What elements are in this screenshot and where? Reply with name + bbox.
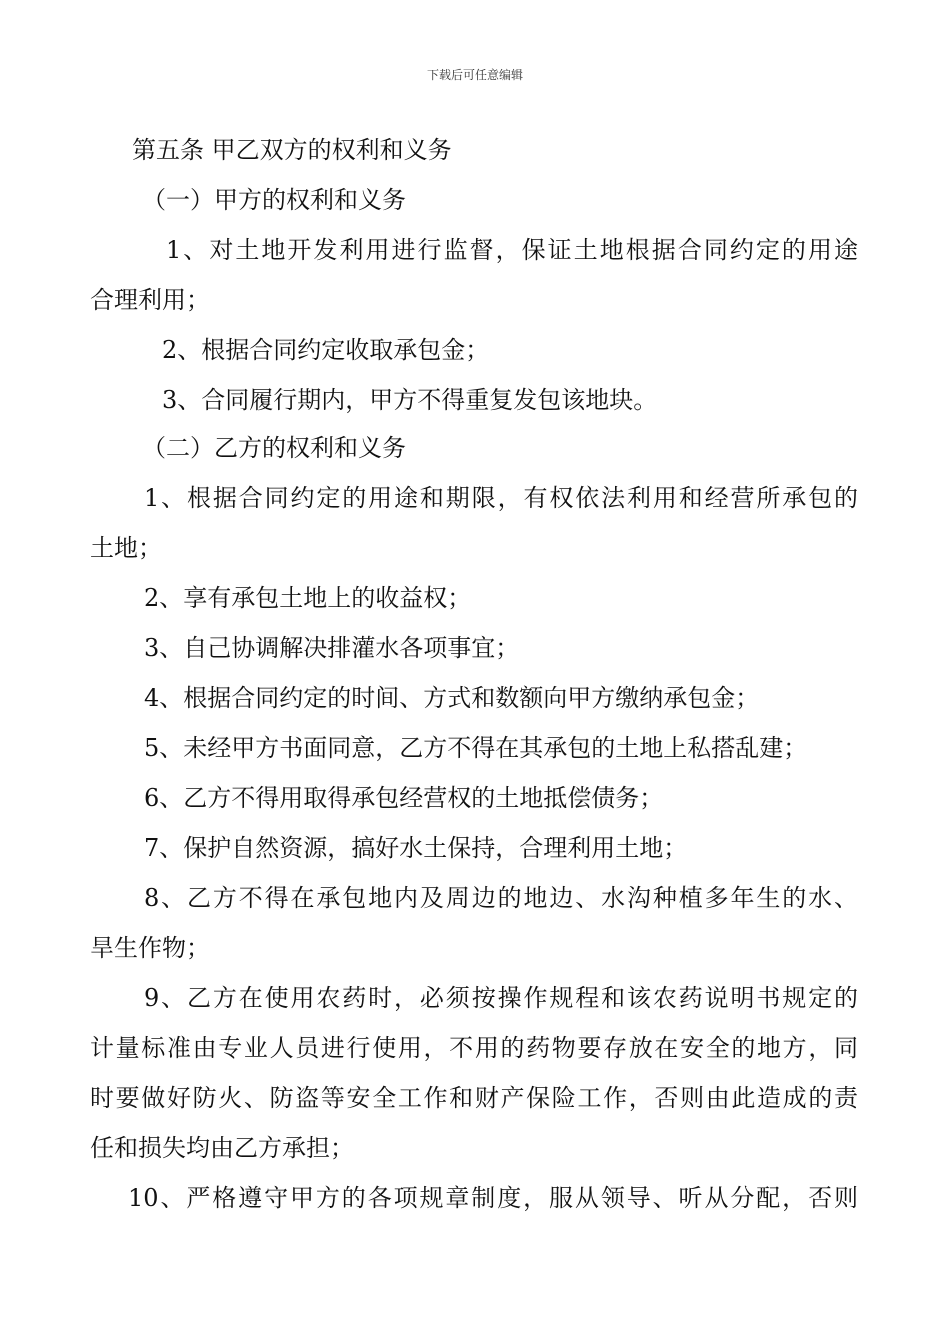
party-b-item-9-line-2: 计量标准由专业人员进行使用，不用的药物要存放在安全的地方，同	[90, 1034, 858, 1062]
party-a-item-1-line-1: 1、对土地开发利用进行监督，保证土地根据合同约定的用途	[166, 236, 858, 264]
party-b-item-4: 4、根据合同约定的时间、方式和数额向甲方缴纳承包金；	[144, 684, 760, 712]
party-b-item-3: 3、自己协调解决排灌水各项事宜；	[144, 634, 520, 662]
party-a-item-3: 3、合同履行期内，甲方不得重复发包该地块。	[162, 386, 658, 414]
party-b-item-2: 2、享有承包土地上的收益权；	[144, 584, 472, 612]
section-heading-party-a: （一）甲方的权利和义务	[142, 186, 406, 214]
header-note: 下载后可任意编辑	[426, 68, 523, 82]
party-b-item-9-line-1: 9、乙方在使用农药时，必须按操作规程和该农药说明书规定的	[144, 984, 858, 1012]
section-heading-party-b: （二）乙方的权利和义务	[142, 434, 406, 462]
party-b-item-10-line-1: 10、严格遵守甲方的各项规章制度，服从领导、听从分配，否则	[128, 1184, 858, 1212]
party-a-item-1-line-2: 合理利用；	[90, 286, 210, 314]
party-b-item-8-line-1: 8、乙方不得在承包地内及周边的地边、水沟种植多年生的水、	[144, 884, 858, 912]
party-b-item-1-line-1: 1、根据合同约定的用途和期限，有权依法利用和经营所承包的	[144, 484, 858, 512]
party-b-item-6: 6、乙方不得用取得承包经营权的土地抵偿债务；	[144, 784, 664, 812]
party-b-item-5: 5、未经甲方书面同意，乙方不得在其承包的土地上私搭乱建；	[144, 734, 808, 762]
party-b-item-7: 7、保护自然资源，搞好水土保持，合理利用土地；	[144, 834, 688, 862]
party-b-item-8-line-2: 旱生作物；	[90, 934, 210, 962]
party-a-item-2: 2、根据合同约定收取承包金；	[162, 336, 490, 364]
party-b-item-9-line-3: 时要做好防火、防盗等安全工作和财产保险工作，否则由此造成的责	[90, 1084, 858, 1112]
party-b-item-1-line-2: 土地；	[90, 534, 162, 562]
article-title: 第五条 甲乙双方的权利和义务	[132, 136, 452, 164]
party-b-item-9-line-4: 任和损失均由乙方承担；	[90, 1134, 354, 1162]
